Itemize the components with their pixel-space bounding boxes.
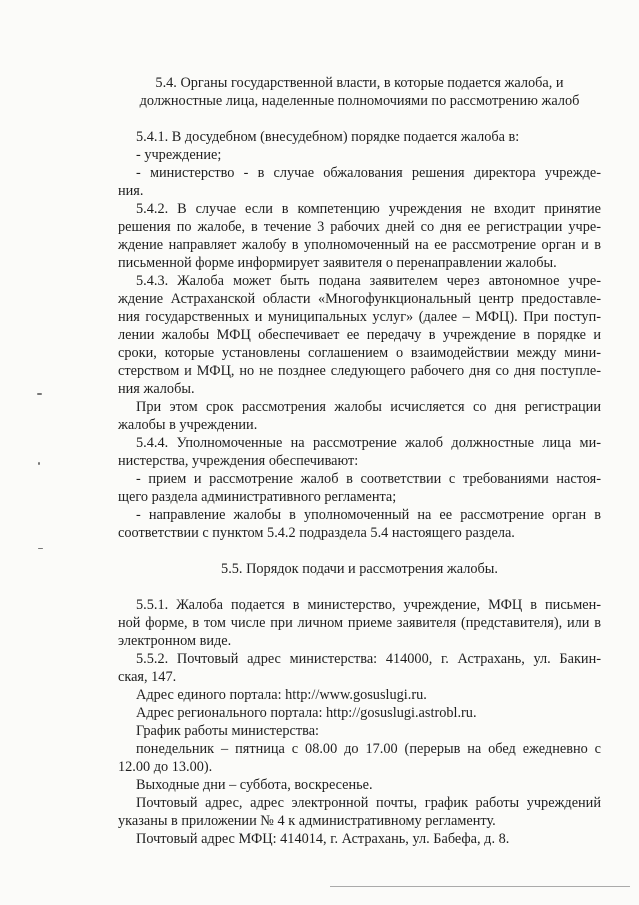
paragraph-5-4-2-line: письменной форме информирует заявителя о перенаправлении жалобы. (118, 255, 557, 271)
paragraph-5-4-4-line: щего раздела административного регламента; (118, 489, 397, 505)
paragraph-5-4-2-line: ждение направляет жалобу в уполномоченный на ее рассмотрение орган и в (118, 237, 601, 253)
scan-speck (38, 548, 43, 549)
section-5-4-heading-line-2: должностные лица, наделенные полномочиями по рассмотрению жалоб (139, 93, 580, 109)
paragraph-5-5-1-line: 5.5.1. Жалоба подается в министерство, учреждение, МФЦ в письмен- (136, 597, 601, 613)
paragraph-5-4-3-note-line: жалобы в учреждении. (118, 417, 258, 433)
paragraph-5-4-2-line: решения по жалобе, в течение 3 рабочих дней со дня ее регистрации учре- (118, 219, 601, 235)
schedule-line: 12.00 до 13.00). (118, 759, 213, 775)
scan-edge-line (330, 886, 630, 887)
paragraph-5-4-3-line: ния жалобы. (118, 381, 195, 397)
scan-speck (38, 462, 40, 465)
scan-speck (37, 393, 42, 395)
paragraph-5-4-1-line: - министерство - в случае обжалования решения директора учрежде- (136, 165, 601, 181)
paragraph-5-4-1-line: 5.4.1. В досудебном (внесудебном) порядке подается жалоба в: (136, 129, 520, 145)
regional-portal-address: Адрес регионального портала: http://gosuslugi.astrobl.ru. (136, 705, 477, 721)
schedule-title: График работы министерства: (136, 723, 320, 739)
paragraph-5-4-4-line: нистерства, учреждения обеспечивают: (118, 453, 359, 469)
institutions-info-line: указаны в приложении № 4 к административному регламенту. (118, 813, 496, 829)
paragraph-5-4-3-line: лении жалобы МФЦ обеспечивает ее передачу в учреждение в порядке и (118, 327, 601, 343)
paragraph-5-4-4-line: - направление жалобы в уполномоченный на ее рассмотрение орган в (136, 507, 601, 523)
section-5-5-heading: 5.5. Порядок подачи и рассмотрения жалобы. (221, 561, 498, 577)
paragraph-5-4-3-line: сроки, которые установлены соглашением о взаимодействии между мини- (118, 345, 601, 361)
paragraph-5-5-2-line: ская, 147. (118, 669, 177, 685)
section-5-4-heading-line-1: 5.4. Органы государственной власти, в которые подается жалоба, и (155, 75, 564, 91)
paragraph-5-4-3-note-line: При этом срок рассмотрения жалобы исчисляется со дня регистрации (136, 399, 601, 415)
paragraph-5-4-3-line: стерством и МФЦ, но не позднее следующего рабочего дня со дня поступле- (118, 363, 601, 379)
weekend-days: Выходные дни – суббота, воскресенье. (136, 777, 373, 793)
paragraph-5-4-4-line: соответствии с пунктом 5.4.2 подраздела 5.4 настоящего раздела. (118, 525, 515, 541)
paragraph-5-5-2-line: 5.5.2. Почтовый адрес министерства: 414000, г. Астрахань, ул. Бакин- (136, 651, 601, 667)
paragraph-5-4-3-line: ждение Астраханской области «Многофункциональный центр предоставле- (118, 291, 601, 307)
paragraph-5-5-1-line: ной форме, в том числе при личном приеме заявителя (представителя), или в (118, 615, 601, 631)
paragraph-5-4-3-line: 5.4.3. Жалоба может быть подана заявителем через автономное учре- (136, 273, 601, 289)
schedule-line: понедельник – пятница с 08.00 до 17.00 (перерыв на обед ежедневно с (136, 741, 601, 757)
paragraph-5-4-1-line: - учреждение; (136, 147, 222, 163)
paragraph-5-4-4-line: - прием и рассмотрение жалоб в соответствии с требованиями настоя- (136, 471, 601, 487)
paragraph-5-4-1-line: ния. (118, 183, 144, 199)
mfc-postal-address: Почтовый адрес МФЦ: 414014, г. Астрахань, ул. Бабефа, д. 8. (136, 831, 510, 847)
paragraph-5-5-1-line: электронном виде. (118, 633, 232, 649)
institutions-info-line: Почтовый адрес, адрес электронной почты, график работы учреждений (136, 795, 601, 811)
unified-portal-address: Адрес единого портала: http://www.gosuslugi.ru. (136, 687, 427, 703)
paragraph-5-4-4-line: 5.4.4. Уполномоченные на рассмотрение жалоб должностные лица ми- (136, 435, 601, 451)
paragraph-5-4-2-line: 5.4.2. В случае если в компетенцию учреждения не входит принятие (136, 201, 601, 217)
paragraph-5-4-3-line: ния государственных и муниципальных услуг» (далее – МФЦ). При поступ- (118, 309, 601, 325)
